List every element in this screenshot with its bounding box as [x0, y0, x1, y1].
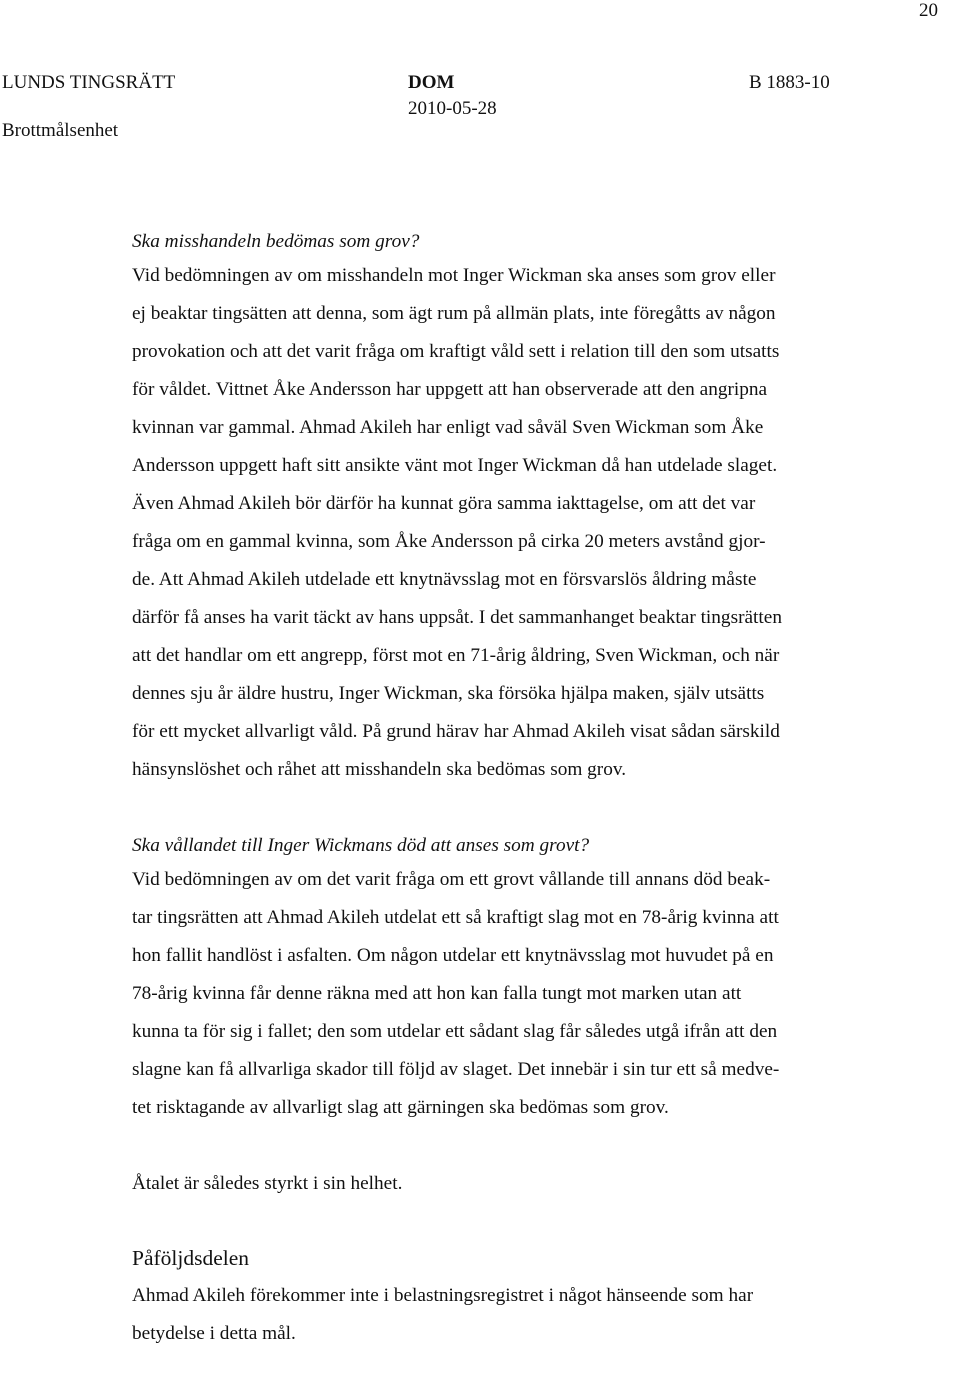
text-line: Vid bedömningen av om misshandeln mot Inger Wickman ska anses som grov eller	[132, 265, 776, 286]
text-line: hon fallit handlöst i asfalten. Om någon utdelar ett knytnävsslag mot huvudet på en	[132, 945, 774, 966]
section-heading-grovt-vallande: Ska vållandet till Inger Wickmans död att anses som grovt?	[132, 835, 590, 856]
text-line: kunna ta för sig i fallet; den som utdelar ett sådant slag får således utgå ifrån att den	[132, 1021, 778, 1042]
court-name: LUNDS TINGSRÄTT	[2, 72, 176, 93]
section-title-pafoljd: Påföljdsdelen	[132, 1246, 250, 1270]
text-line: ej beaktar tingsätten att denna, som ägt rum på allmän plats, inte föregåtts av någon	[132, 303, 776, 324]
text-line: tet risktagande av allvarligt slag att gärningen ska bedömas som grov.	[132, 1097, 669, 1118]
text-line: dennes sju år äldre hustru, Inger Wickman, ska försöka hjälpa maken, själv utsätts	[132, 683, 765, 704]
text-line: fråga om en gammal kvinna, som Åke Andersson på cirka 20 meters avstånd gjor-	[132, 531, 766, 552]
case-number: B 1883-10	[749, 72, 830, 93]
text-line: provokation och att det varit fråga om kraftigt våld sett i relation till den som utsatts	[132, 341, 780, 362]
text-line: hänsynslöshet och råhet att misshandeln ska bedömas som grov.	[132, 759, 627, 780]
document-date: 2010-05-28	[408, 98, 497, 119]
document-body	[132, 229, 892, 1353]
department-name: Brottmålsenhet	[2, 120, 119, 141]
text-line: 78-årig kvinna får denne räkna med att hon kan falla tungt mot marken utan att	[132, 983, 742, 1004]
text-line: Ahmad Akileh förekommer inte i belastningsregistret i något hänseende som har	[132, 1285, 754, 1306]
text-line: att det handlar om ett angrepp, först mot en 71-årig åldring, Sven Wickman, och när	[132, 645, 780, 666]
text-line: de. Att Ahmad Akileh utdelade ett knytnävsslag mot en försvarslös åldring måste	[132, 569, 757, 590]
text-line: Även Ahmad Akileh bör därför ha kunnat göra samma iakttagelse, om att det var	[132, 493, 756, 514]
text-line: tar tingsrätten att Ahmad Akileh utdelat ett så kraftigt slag mot en 78-årig kvinna att	[132, 907, 779, 928]
text-line: Vid bedömningen av om det varit fråga om ett grovt vållande till annans död beak-	[132, 869, 771, 890]
paragraph-pafoljd	[132, 1277, 892, 1353]
conclusion-text: Åtalet är således styrkt i sin helhet.	[132, 1173, 403, 1194]
section-heading-grov-misshandel: Ska misshandeln bedömas som grov?	[132, 231, 420, 252]
text-line: betydelse i detta mål.	[132, 1323, 296, 1344]
paragraph-grovt-vallande	[132, 861, 892, 1127]
text-line: för våldet. Vittnet Åke Andersson har uppgett att han observerade att den angripna	[132, 379, 768, 400]
text-line: därför få anses ha varit täckt av hans uppsåt. I det sammanhanget beaktar tingsrätten	[132, 607, 782, 628]
paragraph-grov-misshandel	[132, 257, 892, 789]
text-line: slagne kan få allvarliga skador till följd av slaget. Det innebär i sin tur ett så medve-	[132, 1059, 780, 1080]
text-line: Andersson uppgett haft sitt ansikte vänt mot Inger Wickman då han utdelade slaget.	[132, 455, 778, 476]
page-number: 20	[919, 0, 938, 21]
text-line: för ett mycket allvarligt våld. På grund härav har Ahmad Akileh visat sådan särskild	[132, 721, 780, 742]
document-type: DOM	[408, 72, 455, 93]
text-line: kvinnan var gammal. Ahmad Akileh har enligt vad såväl Sven Wickman som Åke	[132, 417, 764, 438]
